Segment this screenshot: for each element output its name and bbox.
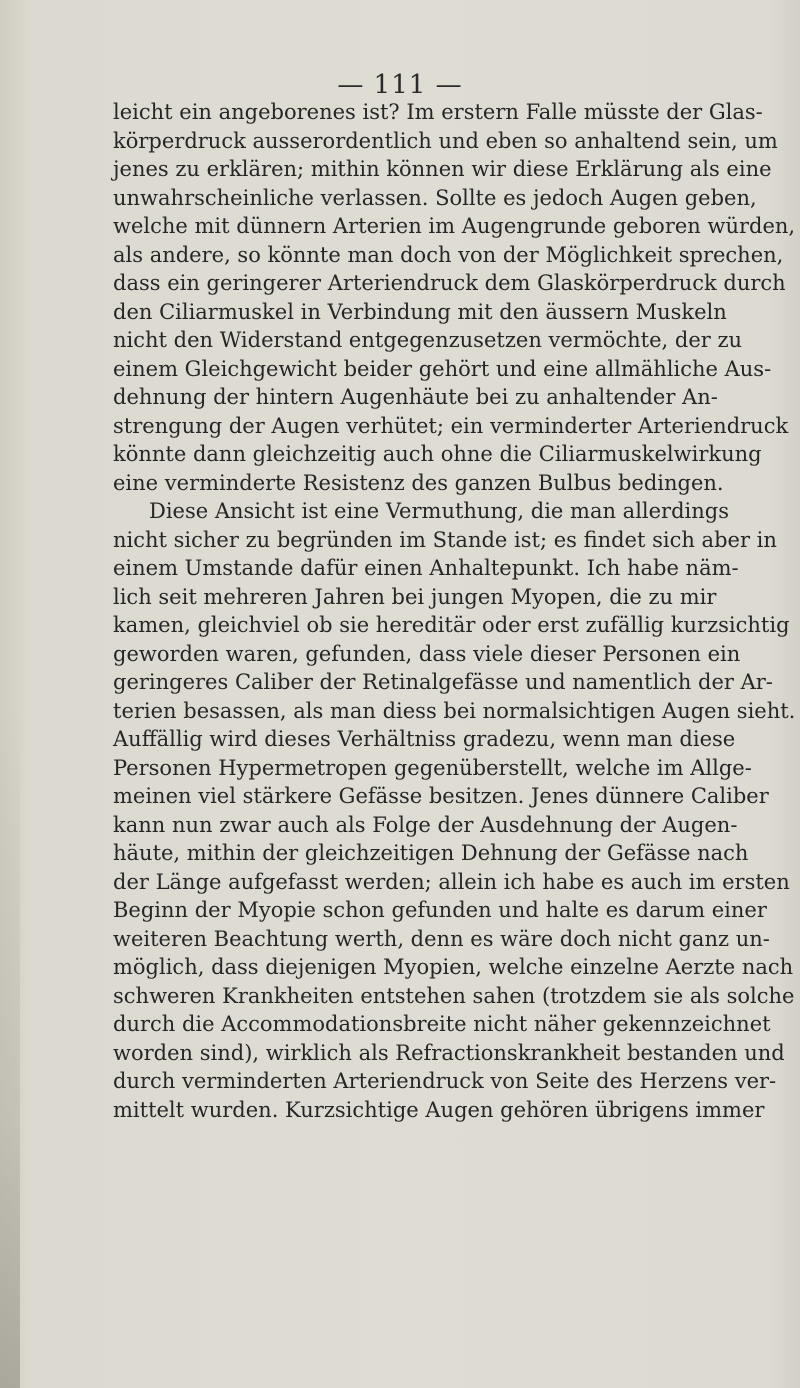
text-line: körperdruck ausserordentlich und eben so anhaltend sein, um [113,128,778,153]
text-line: meinen viel stärkere Gefässe besitzen. Jenes dünnere Caliber [113,784,769,808]
text-line: kann nun zwar auch als Folge der Ausdehnung der Augen- [113,812,738,837]
text-line: mittelt wurden. Kurzsichtige Augen gehören übrigens immer [113,1097,765,1122]
text-line: worden sind), wirklich als Refractionskrankheit bestanden und [113,1040,785,1065]
text-line: Beginn der Myopie schon gefunden und halte es darum einer [113,898,767,922]
text-line: einem Umstande dafür einen Anhaltepunkt. Ich habe näm- [113,556,739,580]
text-line: dass ein geringerer Arteriendruck dem Glaskörperdruck durch [113,271,786,295]
text-line: welche mit dünnern Arterien im Augengrunde geboren würden, [113,214,796,238]
text-line: nicht den Widerstand entgegenzusetzen vermöchte, der zu [113,328,743,352]
text-line: dehnung der hintern Augenhäute bei zu anhaltender An- [113,385,718,409]
text-line: einem Gleichgewicht beider gehört und eine allmähliche Aus- [113,356,772,381]
text-line: geringeres Caliber der Retinalgefässe und namentlich der Ar- [113,670,773,694]
text-line: als andere, so könnte man doch von der Möglichkeit sprechen, [113,242,784,267]
text-line: schweren Krankheiten entstehen sahen (trotzdem sie als solche [113,983,795,1008]
text-line: durch verminderten Arteriendruck von Seite des Herzens ver- [113,1069,777,1093]
text-line: eine verminderte Resistenz des ganzen Bulbus bedingen. [113,470,724,495]
text-line: möglich, dass diejenigen Myopien, welche einzelne Aerzte nach [113,955,794,979]
text-line: kamen, gleichviel ob sie hereditär oder erst zufällig kurzsichtig [113,613,790,637]
text-line: Personen Hypermetropen gegenüberstellt, welche im Allge- [113,755,752,780]
text-line: Diese Ansicht ist eine Vermuthung, die man allerdings [149,499,729,523]
body-text [113,98,796,1124]
text-line: strengung der Augen verhütet; ein verminderter Arteriendruck [113,413,789,438]
text-line: könnte dann gleichzeitig auch ohne die Ciliarmuskelwirkung [113,442,762,466]
text-line: den Ciliarmuskel in Verbindung mit den äussern Muskeln [113,299,727,324]
text-line: jenes zu erklären; mithin können wir diese Erklärung als eine [113,157,772,181]
text-line: nicht sicher zu begründen im Stande ist; es findet sich aber in [113,527,777,552]
text-line: der Länge aufgefasst werden; allein ich habe es auch im ersten [113,869,790,894]
page-number: — 111 — [337,70,463,100]
text-line: terien besassen, als man diess bei normalsichtigen Augen sieht. [113,698,796,723]
text-line: häute, mithin der gleichzeitigen Dehnung der Gefässe nach [113,841,749,865]
text-line: leicht ein angeborenes ist? Im erstern Falle müsste der Glas- [113,100,763,124]
text-line: lich seit mehreren Jahren bei jungen Myopen, die zu mir [113,584,717,609]
text-line: durch die Accommodationsbreite nicht näher gekennzeichnet [113,1012,771,1036]
page-edge-shadow [0,700,20,1388]
text-line: Auffällig wird dieses Verhältniss gradezu, wenn man diese [113,727,736,751]
text-line: geworden waren, gefunden, dass viele dieser Personen ein [113,641,741,666]
text-line: unwahrscheinliche verlassen. Sollte es jedoch Augen geben, [113,185,757,210]
text-line: weiteren Beachtung werth, denn es wäre doch nicht ganz un- [113,926,770,951]
